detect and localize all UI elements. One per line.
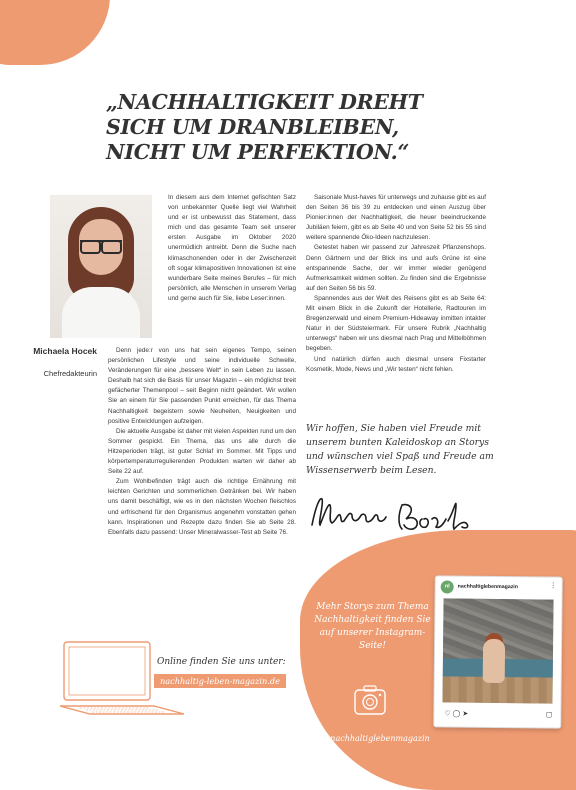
paragraph: Die aktuelle Ausgabe ist daher mit vielen Aspekten rund um den Sommer gespickt. Ein Thema, das uns alle durch die Hitzeperioden trägt, ist guter Schlaf im Sommer. Mit Tipps und körpertemperaturregulierenden Produkten warten wir daher ab Seite 22 auf. <box>108 427 296 476</box>
column-1-top <box>168 193 296 304</box>
more-options-icon[interactable]: ⋮ <box>549 582 557 590</box>
author-name: Michaela Hocek <box>33 346 97 356</box>
paragraph: In diesem aus dem Internet gefischten Satz von unbekannter Quelle liegt viel Wahrheit und er ist unbewusst das Statement, dass mich und das gesamte Team seit unserer ersten Ausgabe im Oktober 2020 unermüdlich antreibt. Denn die Suche nach klimaschonenden oder in der Zwischenzeit oft sogar klimapositiven Innovationen ist eine wunderbare Seite meines Berufes – für mich persönlich, alle Menschen in unserem Verlag und gerne auch für Sie, liebe Leser:innen. <box>168 194 296 302</box>
post-action-icons[interactable]: ♡ ◯ ➤ <box>444 710 469 718</box>
instagram-icon <box>352 683 388 719</box>
column-2 <box>306 193 486 375</box>
signature <box>306 485 476 540</box>
author-photo <box>50 195 152 338</box>
bookmark-icon[interactable]: ▢ <box>545 711 553 719</box>
column-1-bottom <box>108 346 296 538</box>
website-link[interactable]: nachhaltig-leben-magazin.de <box>154 674 286 688</box>
online-label: Online finden Sie uns unter: <box>157 657 286 667</box>
post-image <box>442 598 553 703</box>
closing-quote: Wir hoffen, Sie haben viel Freude mit unserem bunten Kaleidoskop an Storys und wünschen viel Spaß und Freude am Wissenserwerb beim Lesen. <box>306 423 494 476</box>
instagram-promo-text: Mehr Storys zum Thema Nachhaltigkeit finden Sie auf unserer Instagram-Seite! <box>314 602 431 651</box>
paragraph: Getestet haben wir passend zur Jahreszeit Pflanzenshops. Denn Gärtnern und der Blick ins und aufs Grüne ist eine entspannende Sache, der wir immer wieder genügend Aufmerksamkeit widmen sollten. Zu finden sind die Ergebnisse auf den Seiten 56 bis 59. <box>306 244 486 292</box>
paragraph: Und natürlich dürfen auch diesmal unsere Fixstarter Kosmetik, Mode, News und „Wir testen“ nicht fehlen. <box>306 355 486 373</box>
paragraph: Denn jede:r von uns hat sein eigenes Tempo, seinen persönlichen Lifestyle und seine individuelle Schwelle, Veränderungen für eine „bessere Welt“ in sein Leben zu lassen. Deshalb hat sich die Basis für unser Magazin – ein möglichst breit gefächerter Themenpool – seit Beginn nicht geändert. Wir wollen Sie an einem für Sie passenden Punkt erreichen, für das Thema Nachhaltigkeit begeistern sowie Neuheiten, Neuigkeiten und positive Entwicklungen aufzeigen. <box>108 347 296 425</box>
glasses-icon <box>80 240 122 252</box>
instagram-handle[interactable]: @nachhaltiglebenmagazin <box>322 734 430 743</box>
author-role: Chefredakteurin <box>43 369 97 378</box>
post-account-name: nachhaltiglebenmagazin <box>457 583 518 591</box>
account-logo: nl <box>441 580 454 593</box>
paragraph: Spannendes aus der Welt des Reisens gibt es ab Seite 64: Mit einem Blick in die Zukunft der Hotellerie, Radtouren im Bregenzerwald und einem Premium-Hideaway inmitten intakter Natur in der Südsteiermark. Für unsere Rubrik „Nachhaltig unterwegs“ haben wir uns diesmal nach Prag und Mittelböhmen begeben. <box>306 294 486 353</box>
headline: „NACHHALTIGKEIT DREHT SICH UM DRANBLEIBEN, NICHT UM PERFEKTION.“ <box>106 90 423 164</box>
decorative-blob-top <box>0 0 110 65</box>
instagram-post-card[interactable] <box>433 575 563 728</box>
paragraph: Saisonale Must-haves für unterwegs und zuhause gibt es auf den Seiten 36 bis 39 zu entdecken und einen Auszug über Pionier:innen der Nachhaltigkeit, die heuer beeindruckende Jubiläen feiern, gibt es ab Seite 40 und von Seite 52 bis 55 sind weitere spannende Öko-Ideen nachzulesen. <box>306 194 486 242</box>
paragraph: Zum Wohlbefinden trägt auch die richtige Ernährung mit leichten Gerichten und sommerlichen Getränken bei. Wir haben uns damit beschäftigt, wie es in den nächsten Wochen fleischlos und erfrischend für den Organismus angenehm vonstatten gehen kann. Inspirationen und Rezepte dazu finden Sie ab Seite 28. Ebenfalls dazu passend: Unser Mineralwasser-Test ab Seite 76. <box>108 478 296 536</box>
